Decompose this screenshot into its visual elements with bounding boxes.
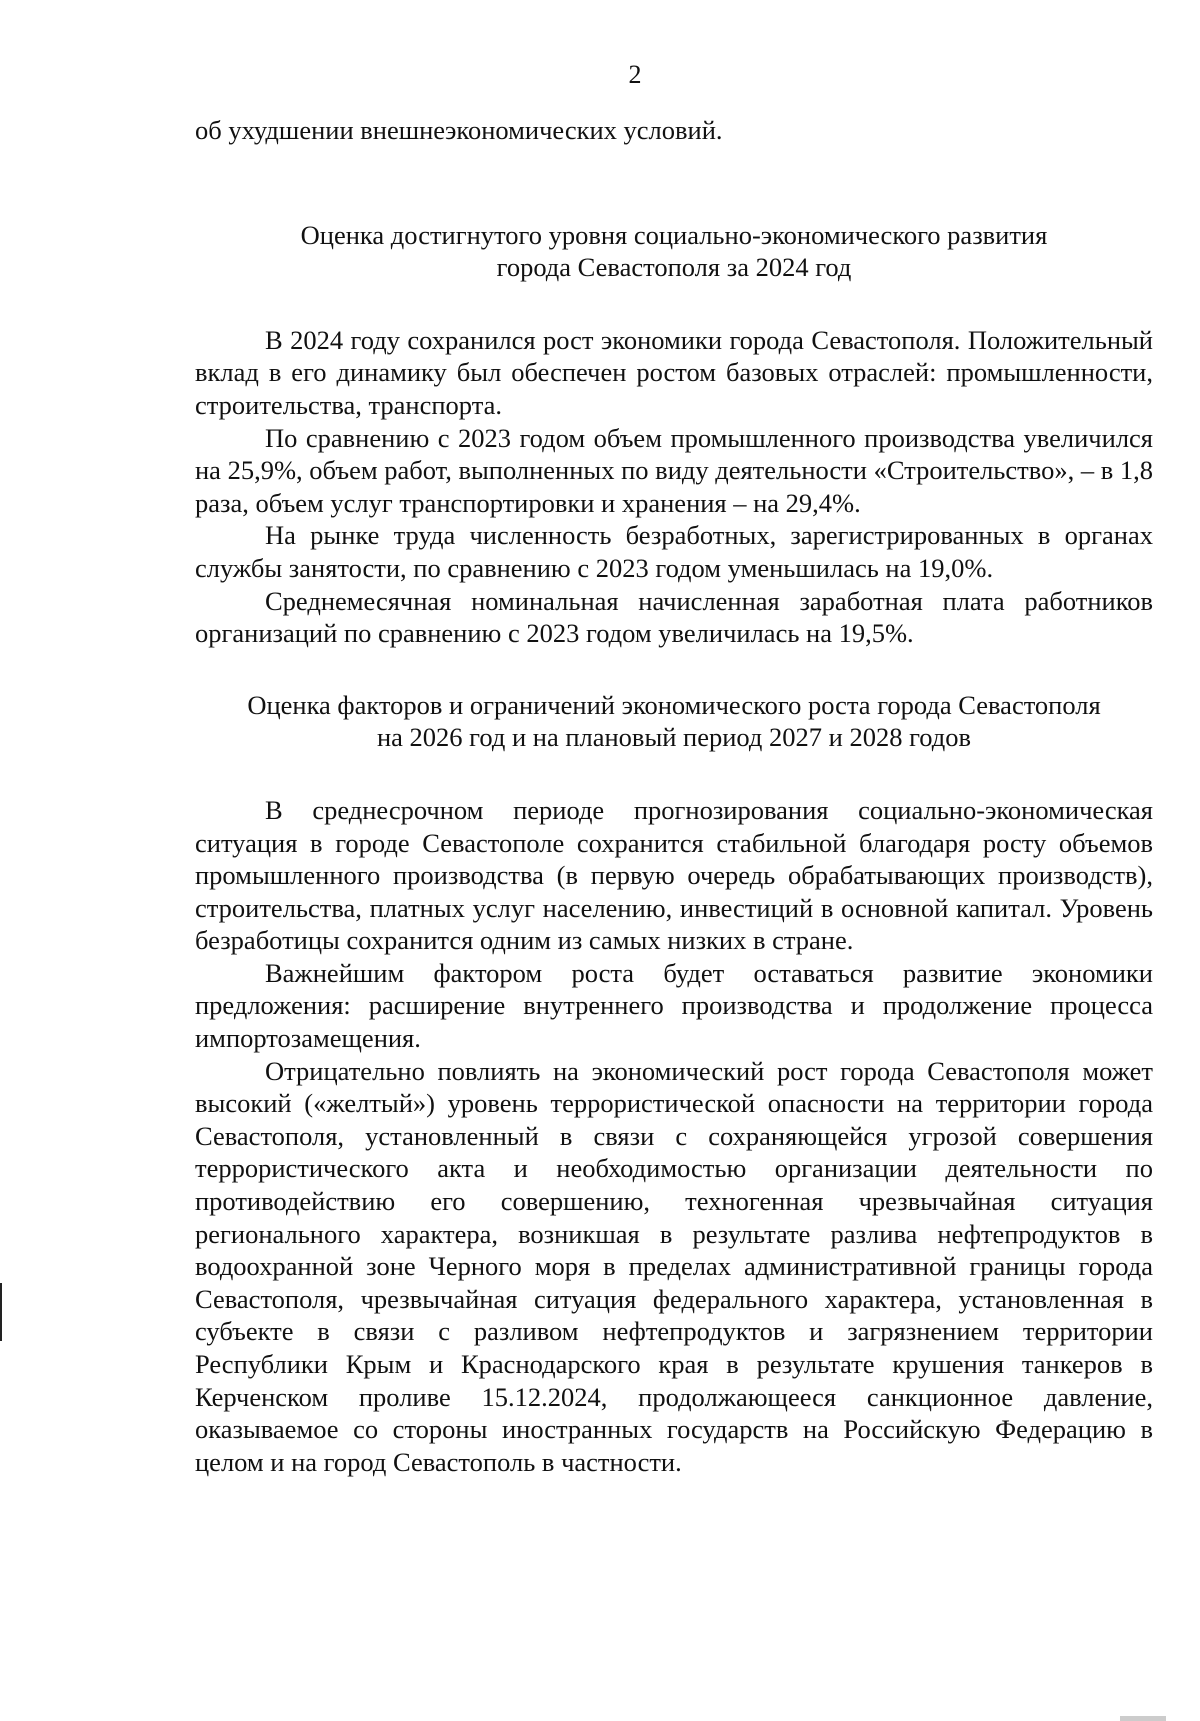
section-heading-line: города Севастополя за 2024 год [496, 252, 852, 283]
paragraph: По сравнению с 2023 годом объем промышленного производства увеличился на 25,9%, объем работ, выполненных по виду деятельности «Строительство», – в 1,8 раза, объем услуг транспортировки и хранения – на 29,4%. [195, 422, 1153, 518]
section-heading-line: на 2026 год и на плановый период 2027 и 2028 годов [376, 722, 972, 753]
paragraph: Отрицательно повлиять на экономический рост города Севастополя может высокий («желтый») уровень террористической опасности на территории города Севастополя, установленный в связи с сохраняющейся угрозой совершения террористического акта и необходимостью организации деятельности по противодействию его совершению, техногенная чрезвычайная ситуация регионального характера, возникшая в результате разлива нефтепродуктов в водоохранной зоне Черного моря в пределах административной границы города Севастополя, чрезвычайная ситуация федерального характера, установленная в субъекте в связи с разливом нефтепродуктов и загрязнением территории Республики Крым и Краснодарского края в результате крушения танкеров в Керченском проливе 15.12.2024, продолжающееся санкционное давление, оказываемое со стороны иностранных государств на Российскую Федерацию в целом и на город Севастополь в частности. [195, 1055, 1153, 1477]
paragraph: В среднесрочном периоде прогнозирования социально-экономическая ситуация в городе Севастополе сохранится стабильной благодаря росту объемов промышленного производства (в первую очередь обрабатывающих производств), строительства, платных услуг населению, инвестиций в основной капитал. Уровень безработицы сохранится одним из самых низких в стране. [195, 794, 1153, 956]
document-body [195, 114, 1153, 1478]
paragraph: Среднемесячная номинальная начисленная заработная плата работников организаций по сравнению с 2023 годом увеличилась на 19,5%. [195, 585, 1153, 649]
paragraph: В 2024 году сохранился рост экономики города Севастополя. Положительный вклад в его динамику был обеспечен ростом базовых отраслей: промышленности, строительства, транспорта. [195, 324, 1153, 420]
section-heading-growth-factors [195, 689, 1153, 754]
scan-corner-mark [1120, 1716, 1166, 1721]
section-heading-achieved-level [195, 219, 1153, 284]
paragraph: На рынке труда численность безработных, зарегистрированных в органах службы занятости, по сравнению с 2023 годом уменьшилась на 19,0%. [195, 520, 1153, 583]
paragraph: Важнейшим фактором роста будет оставаться развитие экономики предложения: расширение внутреннего производства и продолжение процесса импортозамещения. [195, 957, 1153, 1054]
page-number: 2 [628, 60, 642, 89]
section-heading-line: Оценка факторов и ограничений экономического роста города Севастополя [247, 689, 1101, 720]
scan-edge-mark [0, 1283, 2, 1341]
section-heading-line: Оценка достигнутого уровня социально-экономического развития [300, 219, 1048, 250]
continuation-line: об ухудшении внешнеэкономических условий. [195, 115, 723, 145]
